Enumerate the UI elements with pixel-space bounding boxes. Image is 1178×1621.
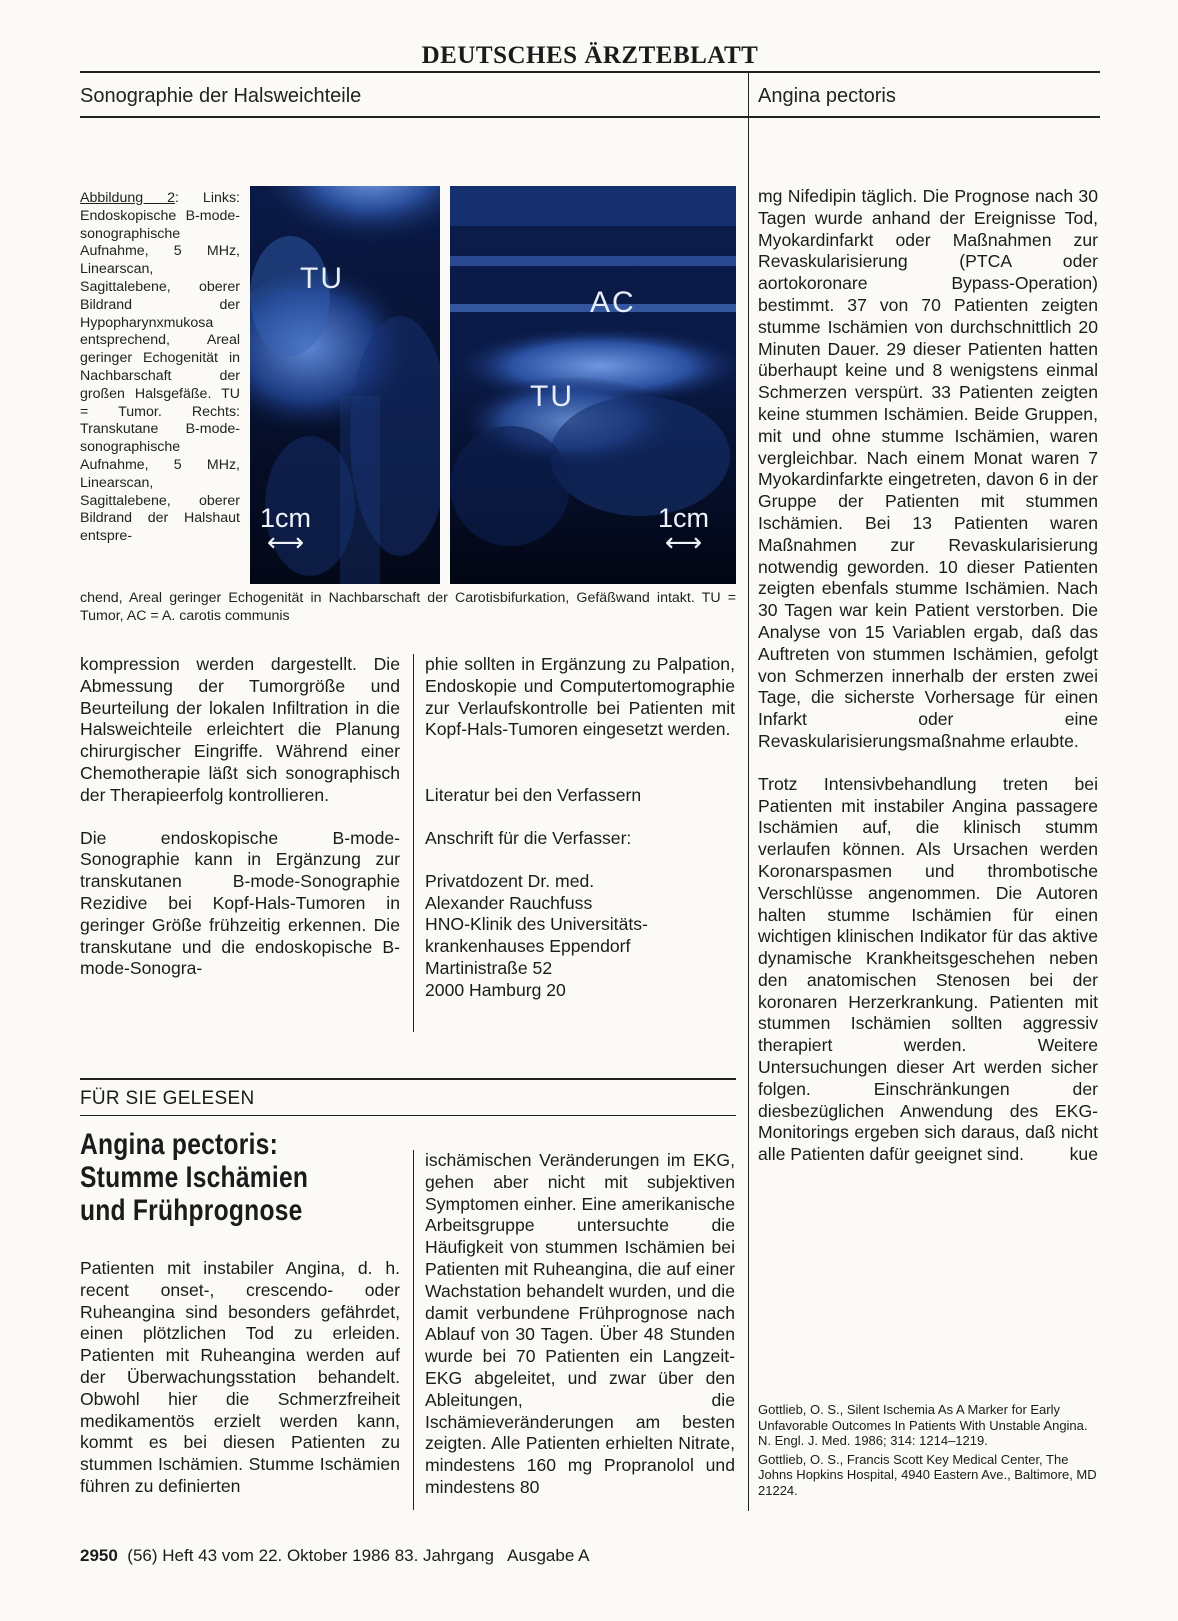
figure-caption: [80, 190, 240, 546]
page-footer: [80, 1546, 589, 1566]
article2-paragraph-text: Trotz Intensivbehandlung treten bei Patienten mit instabiler Angina passagere Ischämien auf, die klinisch stumm verlaufen können. Als Ursachen werden Koronarspasmen und thrombotische Verschlüsse angenommen. Die Autoren halten stumme Ischämien für einen wichtigen klinischen Indikator für das aktive dynamische Krankheitsgeschehen neben den anatomischen Stenosen bei der koronaren Herzerkrankung. Patienten mit stummen Ischämien sollten aggressiv therapiert werden. Weitere Untersuchungen dieser Art werden sicher folgen. Einschränkungen der diesbezüglichen Anwendung des EKG-Monitorings ergeben sich daraus, daß nicht alle Patienten dafür geeignet sind.: [758, 773, 1098, 1165]
page-number: 2950: [80, 1546, 118, 1565]
address-line: krankenhauses Eppendorf: [425, 936, 631, 957]
masthead: DEUTSCHES ÄRZTEBLATT: [421, 42, 759, 69]
article1-paragraph: Die endoskopische B-mode-Sonographie kann in Ergänzung zur transkutanen B-mode-Sonographie Rezidive bei Kopf-Hals-Tumoren in geringer Größe frühzeitig erkennen. Die transkutane und die endoskopische B-mode-Sonogra-: [80, 827, 400, 979]
headline-line: und Frühprognose: [80, 1194, 303, 1227]
ultrasound-image-left: [250, 186, 440, 584]
author-signature: kue: [1069, 1144, 1098, 1165]
headline-line: Angina pectoris:: [80, 1128, 279, 1161]
author-address: [425, 871, 735, 1002]
running-head-rule: [80, 116, 1100, 118]
running-head-left: Sonographie der Halsweichteile: [80, 85, 362, 107]
reference-item: Gottlieb, O. S., Francis Scott Key Medical Center, The Johns Hopkins Hospital, 4940 Eastern Ave., Baltimore, MD 21224.: [758, 1451, 1097, 1498]
article1-paragraph: phie sollten in Ergänzung zu Palpation, Endoskopie und Computertomographie zur Verlaufskontrolle bei Patienten mit Kopf-Hals-Tumoren eingesetzt werden.: [425, 654, 735, 740]
address-label: Anschrift für die Verfasser:: [425, 827, 632, 848]
article1-paragraph: kompression werden dargestellt. Die Abmessung der Tumorgröße und Beurteilung der lokalen Infiltration in die Halsweichteile erleichtert die Planung chirurgischer Eingriffe. Während einer Chemotherapie läßt sich sonographisch der Therapieerfolg kontrollieren.: [80, 654, 400, 805]
scale-text-left: 1cm: [260, 503, 312, 533]
article2-paragraph: mg Nifedipin täglich. Die Prognose nach 30 Tagen wurde anhand der Ereignisse Tod, Myokardinfarkt oder Maßnahmen zur Revaskularisierung (PTCA oder aortokoronare Bypass-Operation) bestimmt. 37 von 70 Patienten zeigten stumme Ischämien von durchschnittlich 20 Minuten Dauer. 29 dieser Patienten hatten überhaupt keine und 8 wenigstens einmal Schmerzen verspürt. 33 Patienten zeigten keine stummen Ischämien. Beide Gruppen, mit und ohne stumme Ischämien, waren vergleichbar. Nach einem Monat waren 7 Myokardinfarkte eingetreten, davon 6 in der Gruppe der Patienten mit stummen Ischämien. Bei 13 Patienten waren Maßnahmen zur Revaskularisierung notwendig geworden. 10 dieser Patienten zeigten ebenfals stumme Ischämien. Nach 30 Tagen war kein Patient verstorben. Die Analyse von 15 Variablen ergab, daß das Auftreten von stummen Ischämien, gefolgt von Schmerzen innerhalb der ersten zwei Tage, die sicherste Vorhersage für einen Infarkt oder eine Revaskularisierungsmaßnahme erlaubte.: [758, 186, 1098, 751]
label-ac-right: AC: [590, 286, 636, 319]
double-arrow-icon: ⟷: [266, 527, 305, 557]
literature-note: Literatur bei den Verfassern: [425, 785, 642, 806]
label-tu-left: TU: [300, 262, 344, 295]
article2-column-3: [758, 186, 1098, 1174]
article1-column-2: [425, 654, 735, 1002]
reference-item: Gottlieb, O. S., Silent Ischemia As A Marker for Early Unfavorable Outcomes In Patients With Unstable Angina. N. Engl. J. Med. 1986; 314: 1214–1219.: [758, 1402, 1088, 1449]
article2-column-2: ischämischen Veränderungen im EKG, gehen aber nicht mit subjektiven Symptomen einher. Eine amerikanische Arbeitsgruppe untersuchte die Häufigkeit von stummen Ischämien bei Patienten mit Ruheangina, die auf einer Wachstation behandelt wurden, und die damit verbundene Frühprognose nach Ablauf von 30 Tagen. Über 48 Stunden wurde bei 70 Patienten ein Langzeit-EKG abgeleitet, und zwar über den Ableitungen, die Ischämieveränderungen am besten zeigten. Alle Patienten erhielten Nitrate, mindestens 160 mg Propranolol und mindestens 80: [425, 1150, 736, 1497]
masthead-rule: [80, 71, 1100, 73]
column-divider-right: [748, 71, 749, 1511]
address-line: Alexander Rauchfuss: [425, 892, 593, 913]
issue-info: (56) Heft 43 vom 22. Oktober 1986 83. Jahrgang Ausgabe A: [127, 1546, 590, 1565]
scale-bar-right: [658, 503, 710, 557]
label-tu-right: TU: [530, 380, 574, 413]
article2-headline: [80, 1128, 408, 1227]
article1-column-1: [80, 654, 400, 1001]
section-rule: [80, 1078, 736, 1080]
figure-caption-text: : Links: Endoskopische B-mode-sonographische Aufnahme, 5 MHz, Linearscan, Sagittalebene, oberer Bildrand der Hypopharynxmukosa entsprechend, Areal geringer Echogenität in Nachbarschaft der großen Halsgefäße. TU = Tumor. Rechts: Transkutane B-mode-sonographische Aufnahme, 5 MHz, Linearscan, Sagittalebene, oberer Bildrand der Halshaut entspre-: [80, 190, 240, 545]
article2-column-1: Patienten mit instabiler Angina, d. h. recent onset-, crescendo- oder Ruheangina sind besonders gefährdet, einen plötzlichen Tod zu erleiden. Patienten mit Ruheangina werden auf der Überwachungsstation behandelt. Obwohl hier die Schmerzfreiheit medikamentös erzielt werden kann, kommt es bei diesen Patienten zu stummen Ischämien. Stumme Ischämien führen zu definierten: [80, 1258, 400, 1496]
column-divider-article2: [413, 1150, 414, 1510]
headline-line: Stumme Ischämien: [80, 1161, 309, 1194]
figure-caption-label: Abbildung 2: [80, 190, 175, 206]
address-line: HNO-Klinik des Universitäts-: [425, 914, 648, 935]
section-label-rule: [80, 1115, 736, 1116]
address-line: Privatdozent Dr. med.: [425, 870, 595, 891]
address-line: Martinistraße 52: [425, 957, 553, 978]
scale-text-right: 1cm: [658, 503, 710, 533]
references: [758, 1402, 1098, 1502]
section-label: FÜR SIE GELESEN: [80, 1088, 255, 1109]
running-head-right: Angina pectoris: [758, 85, 896, 107]
double-arrow-icon: ⟷: [664, 527, 703, 557]
article2-paragraph: [758, 774, 1098, 1166]
scale-bar-left: [260, 503, 312, 557]
column-divider-article1: [413, 654, 414, 1032]
address-line: 2000 Hamburg 20: [425, 979, 566, 1000]
ultrasound-image-right: [450, 186, 736, 584]
figure-caption-continued: chend, Areal geringer Echogenität in Nachbarschaft der Carotisbifurkation, Gefäßwand intakt. TU = Tumor, AC = A. carotis communis: [80, 590, 736, 624]
